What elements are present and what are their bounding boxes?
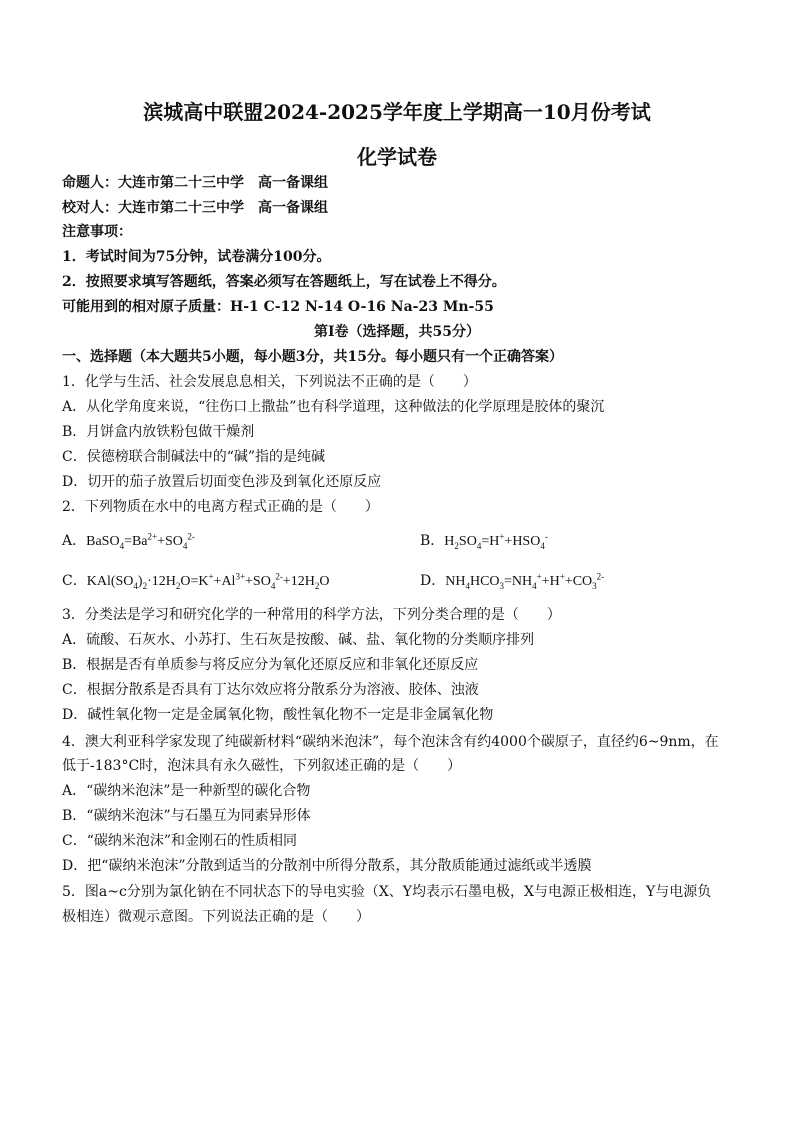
q4-option-a: A．“碳纳米泡沫”是一种新型的碳化合物: [62, 783, 311, 799]
q2-option-c-label: C．: [62, 573, 87, 589]
q4-stem-line1: 4．澳大利亚科学家发现了纯碳新材料“碳纳米泡沫”，每个泡沫含有约4000个碳原子，直径约6~9nm，在: [62, 734, 719, 750]
q2-option-b-label: B．: [420, 533, 445, 549]
q2-equation-c: $KAl(SO_4)_2\cdot 12H_2O=K^++Al^{3+}+SO_4^{2-}+12H_2O$: [86, 571, 330, 591]
q2-option-a-label: A．: [62, 533, 87, 549]
checker-line: 校对人：大连市第二十三中学 高一备课组: [62, 200, 328, 216]
q4-stem-line2: 低于-183°C时，泡沫具有永久磁性，下列叙述正确的是（ ）: [62, 758, 462, 774]
q2-stem: 2．下列物质在水中的电离方程式正确的是（ ）: [62, 499, 379, 515]
q2-equation-d: $NH_4HCO_3=NH_4^++H^++CO_3^{2-}$: [445, 571, 605, 591]
q2-option-d: [420, 572, 604, 591]
note-1: 1．考试时间为75分钟，试卷满分100分。: [62, 249, 331, 265]
q5-stem-line2: 极相连）微观示意图。下列说法正确的是（ ）: [62, 909, 370, 925]
q2-option-b: [420, 532, 548, 551]
q3-option-c: C．根据分散系是否具有丁达尔效应将分散系分为溶液、胶体、浊液: [62, 682, 479, 698]
q5-stem-line1: 5．图a~c分别为氯化钠在不同状态下的导电实验（X、Y均表示石墨电极，X与电源正极相连，Y与电源负: [62, 884, 712, 900]
q2-option-d-label: D．: [420, 573, 446, 589]
q3-stem: 3．分类法是学习和研究化学的一种常用的科学方法，下列分类合理的是（ ）: [62, 607, 561, 623]
q4-option-b: B．“碳纳米泡沫”与石墨互为同素异形体: [62, 808, 311, 824]
exam-title: 滨城高中联盟2024-2025学年度上学期高一10月份考试: [143, 100, 651, 124]
q4-option-d: D．把“碳纳米泡沫”分散到适当的分散剂中所得分散系，其分散质能通过滤纸或半透膜: [62, 858, 592, 874]
atomic-mass-line: 可能用到的相对原子质量：H-1 C-12 N-14 O-16 Na-23 Mn-55: [62, 299, 494, 315]
q1-option-c: C．侯德榜联合制碱法中的“碱”指的是纯碱: [62, 449, 326, 465]
q3-option-d: D．碱性氧化物一定是金属氧化物，酸性氧化物不一定是非金属氧化物: [62, 707, 494, 723]
note-2: 2．按照要求填写答题纸，答案必须写在答题纸上，写在试卷上不得分。: [62, 274, 506, 290]
exam-subtitle: 化学试卷: [357, 145, 437, 169]
author-line: 命题人：大连市第二十三中学 高一备课组: [62, 175, 328, 191]
q2-option-c: [62, 572, 329, 591]
q4-option-c: C．“碳纳米泡沫”和金刚石的性质相同: [62, 833, 298, 849]
q3-option-a: A．硫酸、石灰水、小苏打、生石灰是按酸、碱、盐、氧化物的分类顺序排列: [62, 632, 535, 648]
q1-option-b: B．月饼盒内放铁粉包做干燥剂: [62, 424, 255, 440]
q1-option-a: A．从化学角度来说，“往伤口上撒盐”也有科学道理，这种做法的化学原理是胶体的聚沉: [62, 399, 605, 415]
q1-option-d: D．切开的茄子放置后切面变色涉及到氧化还原反应: [62, 474, 382, 490]
q1-stem: 1．化学与生活、社会发展息息相关，下列说法不正确的是（ ）: [62, 374, 477, 390]
notes-heading: 注意事项：: [62, 224, 132, 240]
q2-equation-b: $H_2SO_4=H^++HSO_4^-$: [444, 531, 548, 551]
q2-option-a: [62, 532, 195, 551]
section-heading: 一、选择题（本大题共5小题，每小题3分，共15分。每小题只有一个正确答案）: [62, 349, 563, 365]
q2-equation-a: $BaSO_4=Ba^{2+}+SO_4^{2-}$: [86, 531, 195, 551]
volume-heading: 第Ⅰ卷（选择题，共55分）: [313, 324, 481, 340]
q3-option-b: B．根据是否有单质参与将反应分为氧化还原反应和非氧化还原反应: [62, 657, 479, 673]
